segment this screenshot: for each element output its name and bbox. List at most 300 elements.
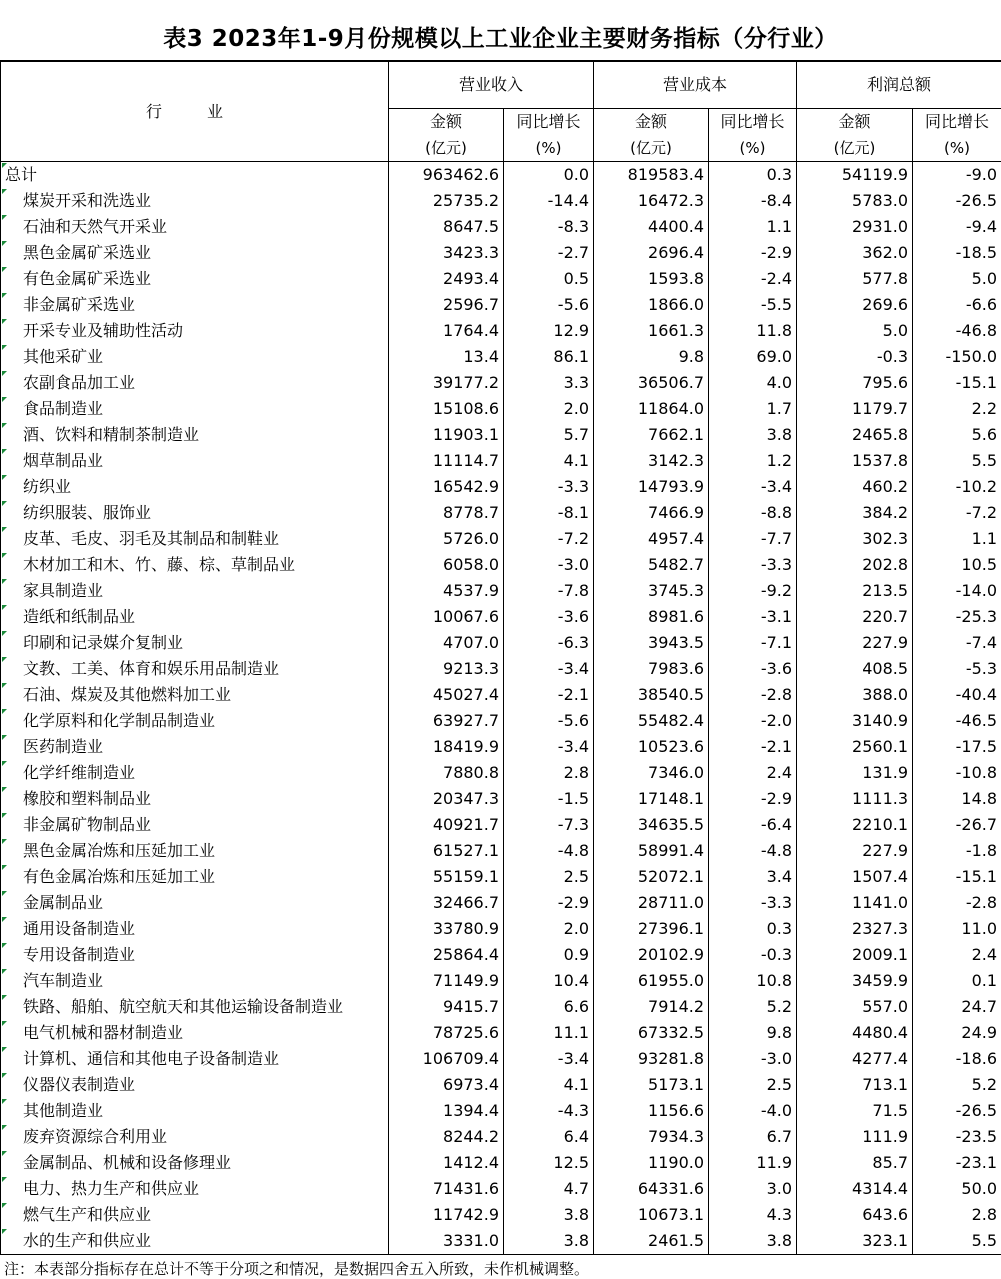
cost-amount-cell: 27396.1: [594, 916, 709, 942]
cell-marker-icon: [2, 527, 7, 532]
industry-name-cell: [1, 1176, 389, 1202]
cell-marker-icon: [2, 969, 7, 974]
cost-growth-cell: 3.8: [709, 422, 797, 448]
cell-marker-icon: [2, 1047, 7, 1052]
table-row: [1, 370, 1001, 396]
cost-growth-cell: -2.4: [709, 266, 797, 292]
revenue-amount-cell: 61527.1: [389, 838, 504, 864]
table-row: [1, 968, 1001, 994]
industry-name-cell: [1, 864, 389, 890]
cell-marker-icon: [2, 683, 7, 688]
industry-name-cell: [1, 916, 389, 942]
revenue-growth-cell: 4.7: [504, 1176, 594, 1202]
revenue-growth-cell: 2.5: [504, 864, 594, 890]
industry-name: 化学原料和化学制品制造业: [23, 711, 216, 730]
profit-growth-cell: -23.5: [913, 1124, 1001, 1150]
table-row: [1, 630, 1001, 656]
cost-amount-cell: 4957.4: [594, 526, 709, 552]
cell-marker-icon: [2, 605, 7, 610]
table-row: [1, 188, 1001, 214]
revenue-growth-cell: 4.1: [504, 448, 594, 474]
revenue-growth-cell: -14.4: [504, 188, 594, 214]
revenue-amount-cell: 2493.4: [389, 266, 504, 292]
profit-growth-cell: -46.5: [913, 708, 1001, 734]
table-row: [1, 708, 1001, 734]
table-row: [1, 942, 1001, 968]
cost-amount-cell: 64331.6: [594, 1176, 709, 1202]
cell-marker-icon: [2, 345, 7, 350]
cost-amount-cell: 36506.7: [594, 370, 709, 396]
revenue-amount-cell: 71149.9: [389, 968, 504, 994]
cost-growth-cell: 3.8: [709, 1228, 797, 1255]
profit-growth-cell: -15.1: [913, 370, 1001, 396]
industry-name: 医药制造业: [23, 737, 104, 756]
revenue-amount-cell: 1394.4: [389, 1098, 504, 1124]
table-row: [1, 292, 1001, 318]
revenue-amount-cell: 11742.9: [389, 1202, 504, 1228]
industry-name: 烟草制品业: [23, 451, 104, 470]
financial-table: [0, 60, 1001, 1255]
cell-marker-icon: [2, 163, 7, 168]
cost-amount-cell: 52072.1: [594, 864, 709, 890]
table-row: [1, 448, 1001, 474]
cost-growth-cell: 9.8: [709, 1020, 797, 1046]
cost-amount-cell: 14793.9: [594, 474, 709, 500]
cost-growth-cell: -9.2: [709, 578, 797, 604]
profit-growth-cell: -7.4: [913, 630, 1001, 656]
industry-name: 铁路、船舶、航空航天和其他运输设备制造业: [23, 997, 344, 1016]
cell-marker-icon: [2, 917, 7, 922]
profit-amount-cell: 1111.3: [797, 786, 913, 812]
page-title: 表3 2023年1-9月份规模以上工业企业主要财务指标（分行业）: [163, 26, 838, 52]
revenue-growth-cell: 2.8: [504, 760, 594, 786]
cost-growth-cell: -3.1: [709, 604, 797, 630]
industry-name-cell: [1, 448, 389, 474]
cell-marker-icon: [2, 1177, 7, 1182]
revenue-growth-cell: -7.2: [504, 526, 594, 552]
profit-growth-cell: 24.9: [913, 1020, 1001, 1046]
profit-growth-cell: 5.6: [913, 422, 1001, 448]
table-row: [1, 864, 1001, 890]
profit-amount-cell: 4314.4: [797, 1176, 913, 1202]
table-row: [1, 1150, 1001, 1176]
profit-amount-cell: 323.1: [797, 1228, 913, 1255]
cell-marker-icon: [2, 397, 7, 402]
cell-marker-icon: [2, 293, 7, 298]
profit-growth-cell: -2.8: [913, 890, 1001, 916]
cost-amount-cell: 11864.0: [594, 396, 709, 422]
profit-growth-cell: -5.3: [913, 656, 1001, 682]
table-row: [1, 1098, 1001, 1124]
profit-growth-cell: 11.0: [913, 916, 1001, 942]
table-row: [1, 266, 1001, 292]
cost-growth-cell: 1.7: [709, 396, 797, 422]
industry-name: 电气机械和器材制造业: [23, 1023, 184, 1042]
industry-name-cell: [1, 214, 389, 240]
profit-amount-cell: 577.8: [797, 266, 913, 292]
industry-name-cell: [1, 318, 389, 344]
cost-growth-cell: -3.3: [709, 552, 797, 578]
cost-amount-cell: 819583.4: [594, 162, 709, 189]
table-row: [1, 500, 1001, 526]
revenue-amount-unit: (亿元): [389, 135, 504, 162]
industry-name: 食品制造业: [23, 399, 104, 418]
profit-amount-cell: 54119.9: [797, 162, 913, 189]
cell-marker-icon: [2, 319, 7, 324]
profit-growth-cell: -23.1: [913, 1150, 1001, 1176]
revenue-growth-cell: -7.8: [504, 578, 594, 604]
revenue-amount-header: 金额: [389, 109, 504, 136]
cell-marker-icon: [2, 475, 7, 480]
revenue-growth-cell: -2.1: [504, 682, 594, 708]
industry-name: 木材加工和木、竹、藤、棕、草制品业: [23, 555, 296, 574]
industry-name: 农副食品加工业: [23, 373, 136, 392]
profit-amount-cell: 4480.4: [797, 1020, 913, 1046]
profit-amount-cell: 131.9: [797, 760, 913, 786]
revenue-amount-cell: 25735.2: [389, 188, 504, 214]
profit-amount-cell: 643.6: [797, 1202, 913, 1228]
cost-growth-cell: -7.7: [709, 526, 797, 552]
profit-growth-cell: 5.2: [913, 1072, 1001, 1098]
table-row: [1, 916, 1001, 942]
table-row: [1, 786, 1001, 812]
cost-amount-cell: 5482.7: [594, 552, 709, 578]
cost-amount-cell: 38540.5: [594, 682, 709, 708]
cell-marker-icon: [2, 1073, 7, 1078]
industry-name: 文教、工美、体育和娱乐用品制造业: [23, 659, 280, 678]
revenue-growth-cell: -3.3: [504, 474, 594, 500]
cost-growth-cell: 6.7: [709, 1124, 797, 1150]
cost-amount-cell: 17148.1: [594, 786, 709, 812]
cost-amount-cell: 5173.1: [594, 1072, 709, 1098]
revenue-growth-cell: 3.3: [504, 370, 594, 396]
profit-amount-cell: 384.2: [797, 500, 913, 526]
revenue-growth-cell: -4.3: [504, 1098, 594, 1124]
profit-amount-cell: 202.8: [797, 552, 913, 578]
cell-marker-icon: [2, 1203, 7, 1208]
profit-growth-cell: -9.4: [913, 214, 1001, 240]
profit-growth-cell: 50.0: [913, 1176, 1001, 1202]
table-row: [1, 578, 1001, 604]
revenue-growth-cell: -2.7: [504, 240, 594, 266]
cost-amount-cell: 7983.6: [594, 656, 709, 682]
table-row: [1, 760, 1001, 786]
table-row: [1, 1046, 1001, 1072]
profit-growth-cell: -150.0: [913, 344, 1001, 370]
cost-amount-cell: 16472.3: [594, 188, 709, 214]
cost-growth-cell: -2.1: [709, 734, 797, 760]
industry-header: 行 业: [1, 61, 389, 162]
profit-growth-cell: -40.4: [913, 682, 1001, 708]
profit-growth-cell: -26.5: [913, 1098, 1001, 1124]
profit-growth-cell: 5.5: [913, 1228, 1001, 1255]
industry-name: 煤炭开采和洗选业: [23, 191, 152, 210]
cost-amount-cell: 93281.8: [594, 1046, 709, 1072]
cost-amount-cell: 3142.3: [594, 448, 709, 474]
table-row: [1, 812, 1001, 838]
revenue-amount-cell: 63927.7: [389, 708, 504, 734]
cost-growth-cell: 2.4: [709, 760, 797, 786]
table-row: [1, 1228, 1001, 1255]
revenue-amount-cell: 8647.5: [389, 214, 504, 240]
revenue-growth-cell: 6.6: [504, 994, 594, 1020]
cell-marker-icon: [2, 215, 7, 220]
profit-amount-cell: 111.9: [797, 1124, 913, 1150]
cost-amount-cell: 8981.6: [594, 604, 709, 630]
cost-growth-cell: 4.0: [709, 370, 797, 396]
cost-growth-cell: -7.1: [709, 630, 797, 656]
industry-name-cell: [1, 1046, 389, 1072]
industry-name: 纺织服装、服饰业: [23, 503, 152, 522]
industry-name-cell: [1, 604, 389, 630]
revenue-amount-cell: 106709.4: [389, 1046, 504, 1072]
cell-marker-icon: [2, 995, 7, 1000]
cell-marker-icon: [2, 189, 7, 194]
industry-name: 汽车制造业: [23, 971, 104, 990]
revenue-amount-cell: 9213.3: [389, 656, 504, 682]
profit-amount-cell: 2210.1: [797, 812, 913, 838]
industry-name-cell: [1, 1124, 389, 1150]
cost-growth-cell: 1.2: [709, 448, 797, 474]
table-row: [1, 552, 1001, 578]
profit-amount-cell: 2931.0: [797, 214, 913, 240]
table-row: [1, 682, 1001, 708]
cost-amount-cell: 20102.9: [594, 942, 709, 968]
cell-marker-icon: [2, 891, 7, 896]
profit-growth-cell: 2.8: [913, 1202, 1001, 1228]
industry-name: 黑色金属矿采选业: [23, 243, 152, 262]
profit-amount-cell: -0.3: [797, 344, 913, 370]
industry-name-cell: [1, 162, 389, 189]
revenue-amount-cell: 6973.4: [389, 1072, 504, 1098]
industry-name-cell: [1, 292, 389, 318]
revenue-amount-cell: 18419.9: [389, 734, 504, 760]
industry-name: 废弃资源综合利用业: [23, 1127, 168, 1146]
revenue-amount-cell: 78725.6: [389, 1020, 504, 1046]
revenue-growth-cell: -8.3: [504, 214, 594, 240]
revenue-growth-cell: -3.4: [504, 656, 594, 682]
cell-marker-icon: [2, 553, 7, 558]
profit-amount-cell: 4277.4: [797, 1046, 913, 1072]
profit-growth-cell: 1.1: [913, 526, 1001, 552]
revenue-growth-cell: -3.6: [504, 604, 594, 630]
cell-marker-icon: [2, 631, 7, 636]
cost-growth-cell: -2.0: [709, 708, 797, 734]
cost-growth-cell: -2.9: [709, 240, 797, 266]
cost-growth-unit: (%): [709, 135, 797, 162]
profit-amount-cell: 795.6: [797, 370, 913, 396]
revenue-growth-cell: 10.4: [504, 968, 594, 994]
profit-growth-cell: -46.8: [913, 318, 1001, 344]
revenue-amount-cell: 9415.7: [389, 994, 504, 1020]
industry-name-cell: [1, 760, 389, 786]
cell-marker-icon: [2, 943, 7, 948]
profit-growth-cell: -18.5: [913, 240, 1001, 266]
profit-amount-cell: 388.0: [797, 682, 913, 708]
table-row: [1, 994, 1001, 1020]
revenue-amount-cell: 3331.0: [389, 1228, 504, 1255]
revenue-amount-cell: 55159.1: [389, 864, 504, 890]
cost-growth-cell: 5.2: [709, 994, 797, 1020]
table-row: [1, 318, 1001, 344]
profit-amount-cell: 362.0: [797, 240, 913, 266]
revenue-amount-cell: 39177.2: [389, 370, 504, 396]
revenue-amount-cell: 8244.2: [389, 1124, 504, 1150]
cost-amount-cell: 67332.5: [594, 1020, 709, 1046]
cost-amount-cell: 58991.4: [594, 838, 709, 864]
industry-name-cell: [1, 1072, 389, 1098]
table-row: [1, 526, 1001, 552]
revenue-amount-cell: 71431.6: [389, 1176, 504, 1202]
cost-growth-cell: -3.4: [709, 474, 797, 500]
industry-name-cell: [1, 370, 389, 396]
cost-amount-cell: 28711.0: [594, 890, 709, 916]
cost-amount-cell: 10673.1: [594, 1202, 709, 1228]
cost-growth-cell: 69.0: [709, 344, 797, 370]
cost-amount-cell: 1156.6: [594, 1098, 709, 1124]
cell-marker-icon: [2, 1021, 7, 1026]
table-row: [1, 422, 1001, 448]
cell-marker-icon: [2, 761, 7, 766]
industry-name-cell: [1, 1202, 389, 1228]
table-body: [1, 162, 1001, 1255]
profit-growth-cell: -17.5: [913, 734, 1001, 760]
profit-growth-cell: -6.6: [913, 292, 1001, 318]
profit-amount-cell: 220.7: [797, 604, 913, 630]
industry-name-cell: [1, 1228, 389, 1255]
cell-marker-icon: [2, 501, 7, 506]
industry-name: 仪器仪表制造业: [23, 1075, 136, 1094]
profit-amount-cell: 2465.8: [797, 422, 913, 448]
revenue-growth-cell: 6.4: [504, 1124, 594, 1150]
cost-amount-cell: 1866.0: [594, 292, 709, 318]
revenue-growth-cell: 0.9: [504, 942, 594, 968]
profit-amount-cell: 3459.9: [797, 968, 913, 994]
table-row: [1, 396, 1001, 422]
revenue-growth-cell: -5.6: [504, 708, 594, 734]
profit-amount-unit: (亿元): [797, 135, 913, 162]
industry-name-cell: [1, 942, 389, 968]
profit-growth-cell: 10.5: [913, 552, 1001, 578]
industry-name-cell: [1, 682, 389, 708]
industry-name: 其他制造业: [23, 1101, 104, 1120]
cost-growth-cell: 3.0: [709, 1176, 797, 1202]
table-row: [1, 890, 1001, 916]
revenue-amount-cell: 1764.4: [389, 318, 504, 344]
profit-amount-cell: 213.5: [797, 578, 913, 604]
cost-amount-cell: 10523.6: [594, 734, 709, 760]
revenue-growth-cell: 3.8: [504, 1228, 594, 1255]
industry-name-cell: [1, 708, 389, 734]
revenue-growth-header: 同比增长: [504, 109, 594, 136]
cell-marker-icon: [2, 1125, 7, 1130]
cost-amount-cell: 4400.4: [594, 214, 709, 240]
profit-amount-cell: 227.9: [797, 838, 913, 864]
cost-growth-cell: -4.0: [709, 1098, 797, 1124]
table-row: [1, 1072, 1001, 1098]
industry-name: 水的生产和供应业: [23, 1231, 152, 1250]
profit-amount-cell: 713.1: [797, 1072, 913, 1098]
table-row: [1, 734, 1001, 760]
cost-growth-cell: -8.4: [709, 188, 797, 214]
revenue-growth-cell: -6.3: [504, 630, 594, 656]
cost-growth-cell: -3.6: [709, 656, 797, 682]
industry-name: 橡胶和塑料制品业: [23, 789, 152, 808]
profit-growth-cell: 2.2: [913, 396, 1001, 422]
industry-name-cell: [1, 396, 389, 422]
revenue-amount-cell: 1412.4: [389, 1150, 504, 1176]
cost-growth-cell: 11.8: [709, 318, 797, 344]
table-row: [1, 604, 1001, 630]
cost-amount-cell: 7914.2: [594, 994, 709, 1020]
cell-marker-icon: [2, 423, 7, 428]
industry-name-cell: [1, 266, 389, 292]
profit-growth-cell: -9.0: [913, 162, 1001, 189]
industry-name-cell: [1, 656, 389, 682]
industry-name: 造纸和纸制品业: [23, 607, 136, 626]
industry-name: 石油和天然气开采业: [23, 217, 168, 236]
profit-growth-cell: 2.4: [913, 942, 1001, 968]
revenue-growth-cell: 3.8: [504, 1202, 594, 1228]
revenue-amount-cell: 40921.7: [389, 812, 504, 838]
cost-amount-cell: 34635.5: [594, 812, 709, 838]
profit-amount-cell: 85.7: [797, 1150, 913, 1176]
table-row: [1, 1202, 1001, 1228]
cost-growth-cell: -5.5: [709, 292, 797, 318]
cost-growth-cell: 10.8: [709, 968, 797, 994]
cell-marker-icon: [2, 657, 7, 662]
revenue-growth-cell: 5.7: [504, 422, 594, 448]
revenue-amount-cell: 2596.7: [389, 292, 504, 318]
cell-marker-icon: [2, 813, 7, 818]
cost-amount-cell: 61955.0: [594, 968, 709, 994]
cost-growth-cell: 3.4: [709, 864, 797, 890]
cost-amount-header: 金额: [594, 109, 709, 136]
revenue-growth-cell: -4.8: [504, 838, 594, 864]
profit-amount-cell: 1537.8: [797, 448, 913, 474]
cost-growth-cell: -6.4: [709, 812, 797, 838]
profit-amount-cell: 5783.0: [797, 188, 913, 214]
revenue-amount-cell: 13.4: [389, 344, 504, 370]
industry-name: 黑色金属冶炼和压延加工业: [23, 841, 216, 860]
revenue-growth-cell: 86.1: [504, 344, 594, 370]
revenue-amount-cell: 11114.7: [389, 448, 504, 474]
industry-name-cell: [1, 812, 389, 838]
profit-growth-cell: 0.1: [913, 968, 1001, 994]
cost-growth-cell: -4.8: [709, 838, 797, 864]
profit-growth-cell: -26.7: [913, 812, 1001, 838]
industry-name-cell: [1, 344, 389, 370]
revenue-growth-cell: 11.1: [504, 1020, 594, 1046]
profit-amount-cell: 1141.0: [797, 890, 913, 916]
cost-growth-cell: -0.3: [709, 942, 797, 968]
industry-name: 专用设备制造业: [23, 945, 136, 964]
cost-growth-cell: 0.3: [709, 162, 797, 189]
profit-growth-cell: -1.8: [913, 838, 1001, 864]
industry-name: 通用设备制造业: [23, 919, 136, 938]
profit-growth-unit: (%): [913, 135, 1001, 162]
revenue-amount-cell: 45027.4: [389, 682, 504, 708]
revenue-growth-cell: -3.4: [504, 734, 594, 760]
profit-growth-cell: -10.8: [913, 760, 1001, 786]
cell-marker-icon: [2, 371, 7, 376]
cost-amount-cell: 2696.4: [594, 240, 709, 266]
profit-amount-cell: 71.5: [797, 1098, 913, 1124]
industry-name: 计算机、通信和其他电子设备制造业: [23, 1049, 280, 1068]
industry-name-cell: [1, 1150, 389, 1176]
profit-amount-cell: 1179.7: [797, 396, 913, 422]
profit-amount-cell: 227.9: [797, 630, 913, 656]
